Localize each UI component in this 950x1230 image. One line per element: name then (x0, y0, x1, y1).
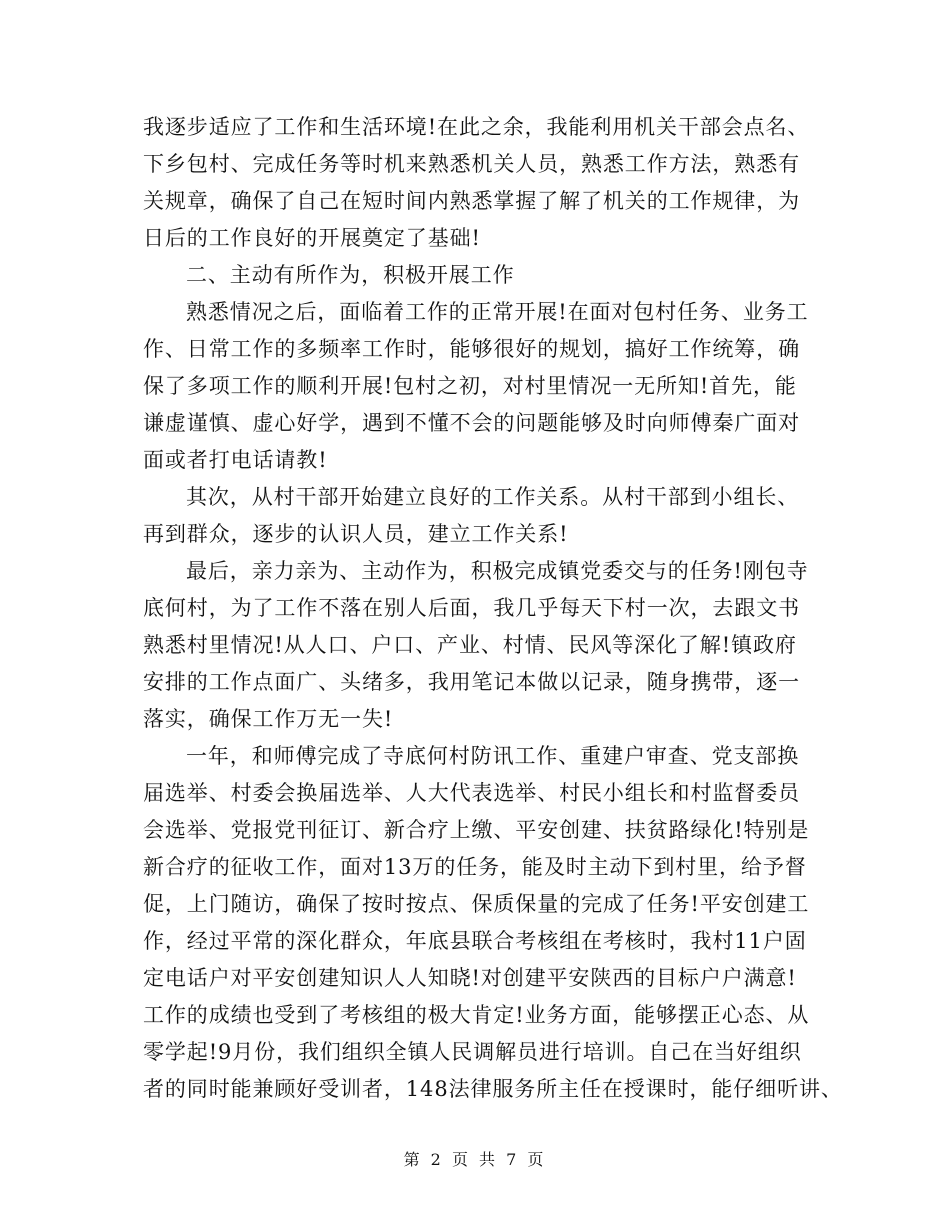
text-line: 面或者打电话请教! (143, 448, 328, 472)
text-line: 者的同时能兼顾好受训者，148法律服务所主任在授课时，能仔细听讲、 (143, 1077, 843, 1101)
text-line: 落实，确保工作万无一失! (143, 707, 394, 731)
text-line: 定电话户对平安创建知识人人知晓!对创建平安陕西的目标户户满意! (143, 966, 797, 990)
text-line: 熟悉村里情况!从人口、户口、产业、村情、民风等深化了解!镇政府 (143, 633, 797, 657)
text-line: 再到群众，逐步的认识人员，建立工作关系! (143, 522, 569, 546)
section-heading: 二、主动有所作为，积极开展工作 (186, 263, 515, 287)
page-number-footer: 第 2 页 共 7 页 (403, 1150, 547, 1169)
text-line: 关规章，确保了自己在短时间内熟悉掌握了解了机关的工作规律，为 (143, 189, 800, 213)
text-line: 会选举、党报党刊征订、新合疗上缴、平安创建、扶贫路绿化!特别是 (143, 818, 810, 842)
text-line: 下乡包村、完成任务等时机来熟悉机关人员，熟悉工作方法，熟悉有 (143, 152, 800, 176)
text-line: 安排的工作点面广、头绪多，我用笔记本做以记录，随身携带，逐一 (143, 670, 800, 694)
text-line: 日后的工作良好的开展奠定了基础! (143, 226, 481, 250)
text-line: 作，经过平常的深化群众，年底县联合考核组在考核时，我村11户固 (143, 929, 807, 953)
text-line: 新合疗的征收工作，面对13万的任务，能及时主动下到村里，给予督 (143, 855, 807, 879)
text-line: 熟悉情况之后，面临着工作的正常开展!在面对包村任务、业务工 (186, 300, 809, 324)
text-line: 工作的成绩也受到了考核组的极大肯定!业务方面，能够摆正心态、从 (143, 1003, 810, 1027)
text-line: 一年，和师傅完成了寺底何村防讯工作、重建户审查、党支部换 (186, 744, 800, 768)
text-line: 届选举、村委会换届选举、人大代表选举、村民小组长和村监督委员 (143, 781, 800, 805)
text-line: 保了多项工作的顺利开展!包村之初，对村里情况一无所知!首先，能 (143, 374, 797, 398)
text-line: 我逐步适应了工作和生活环境!在此之余，我能利用机关干部会点名、 (143, 115, 810, 139)
text-line: 促，上门随访，确保了按时按点、保质保量的完成了任务!平安创建工 (143, 892, 810, 916)
text-line: 零学起!9月份，我们组织全镇人民调解员进行培训。自己在当好组织 (143, 1040, 802, 1064)
text-line: 其次，从村干部开始建立良好的工作关系。从村干部到小组长、 (186, 485, 800, 509)
text-line: 底何村，为了工作不落在别人后面，我几乎每天下村一次，去跟文书 (143, 596, 800, 620)
text-line: 最后，亲力亲为、主动作为，积极完成镇党委交与的任务!刚包寺 (186, 559, 809, 583)
text-line: 作、日常工作的多频率工作时，能够很好的规划，搞好工作统筹，确 (143, 337, 800, 361)
text-line: 谦虚谨慎、虚心好学，遇到不懂不会的问题能够及时向师傅秦广面对 (143, 411, 800, 435)
